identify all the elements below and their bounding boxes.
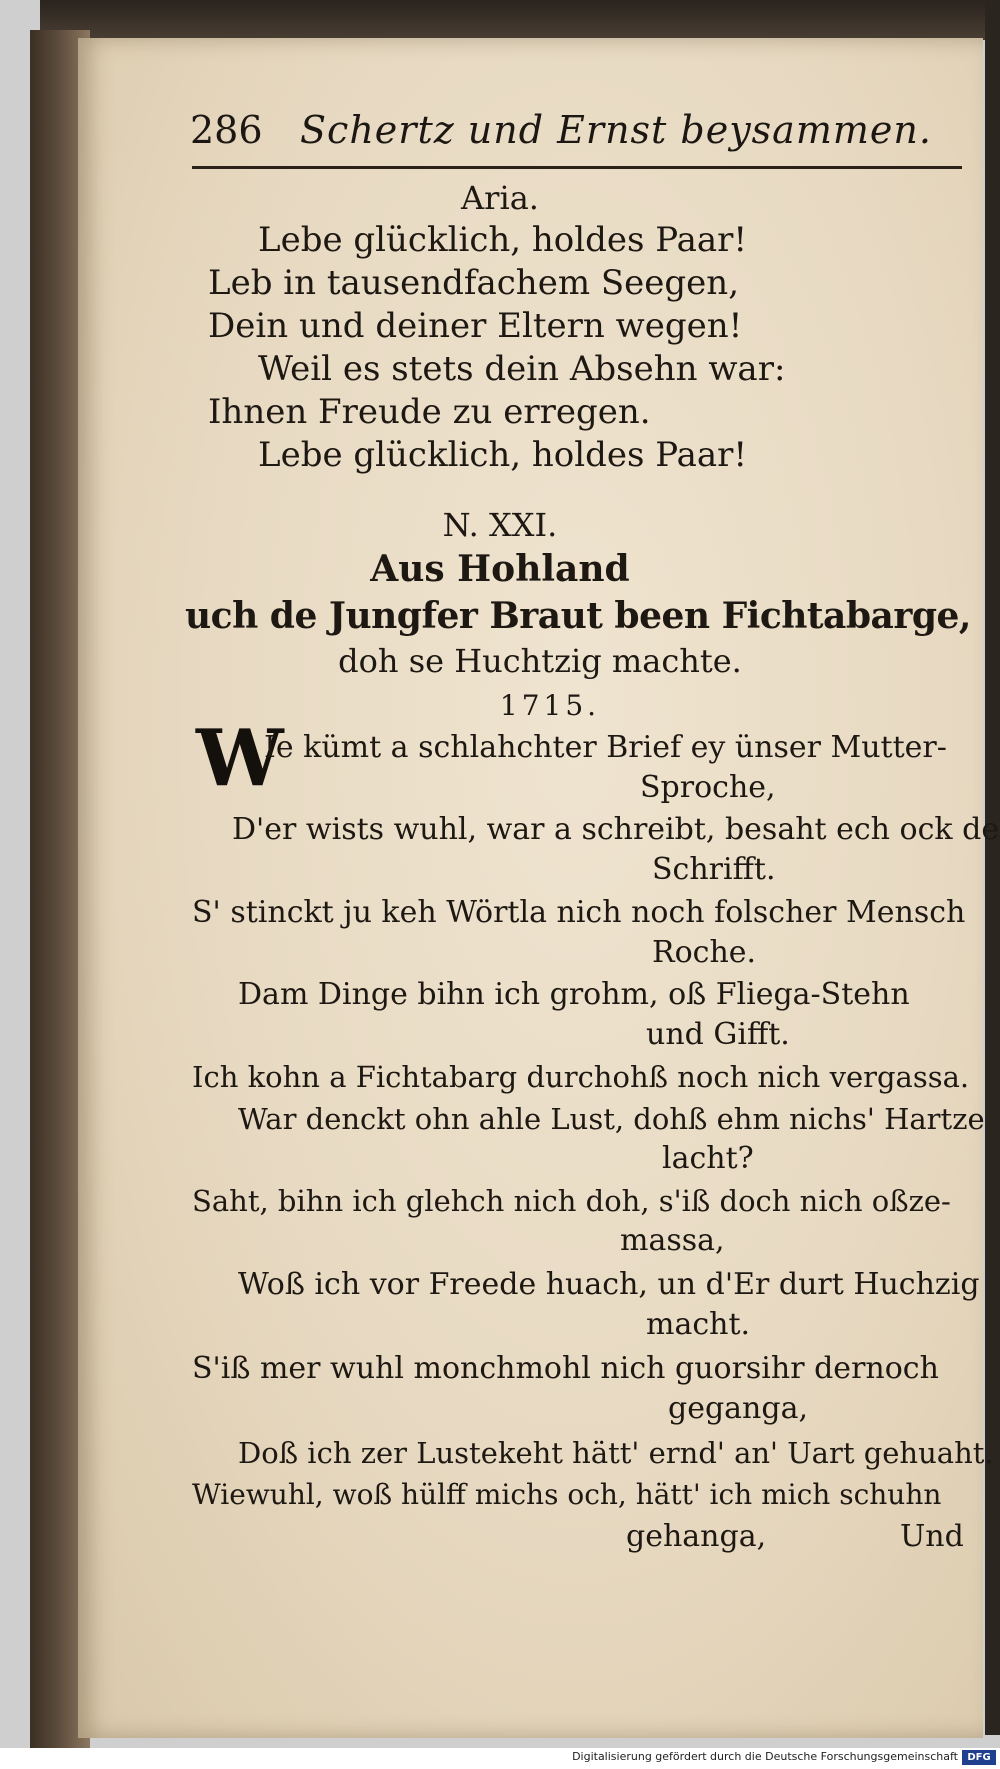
- section-title-line-2: uch de Jungfer Braut been Fichtabarge,: [185, 595, 971, 637]
- running-head: [190, 108, 960, 168]
- aria-line: Leb in tausendfachem Seegen,: [208, 263, 740, 303]
- aria-line: Ihnen Freude zu erregen.: [208, 392, 651, 432]
- section-title-line-1: Aus Hohland: [370, 548, 630, 590]
- section-year: 1715.: [499, 689, 601, 722]
- poem-line: S' stinckt ju keh Wörtla nich noch folscher Mensch: [192, 895, 966, 930]
- poem-line: Sproche,: [640, 770, 776, 805]
- poem-line: Ie kümt a schlahchter Brief ey ünser Mutter-: [264, 730, 947, 765]
- header-rule: [192, 166, 962, 169]
- poem-line: massa,: [620, 1223, 725, 1258]
- book-top-edge: [40, 0, 1000, 40]
- book-right-edge: [985, 0, 1000, 1735]
- aria-heading: Aria.: [461, 179, 539, 217]
- poem-line: Dam Dinge bihn ich grohm, oß Fliega-Stehn: [238, 977, 910, 1012]
- poem-line: War denckt ohn ahle Lust, dohß ehm nichs' Hartze: [238, 1102, 985, 1136]
- poem-line: und Gifft.: [646, 1017, 790, 1052]
- page-number: 286: [190, 108, 263, 152]
- poem-line: Schrifft.: [652, 852, 776, 887]
- aria-line: Lebe glücklich, holdes Paar!: [258, 435, 748, 475]
- poem-line: lacht?: [662, 1141, 754, 1176]
- poem-line: gehanga,: [626, 1519, 767, 1554]
- poem-line: S'iß mer wuhl monchmohl nich guorsihr dernoch: [192, 1351, 939, 1386]
- poem-line: D'er wists wuhl, war a schreibt, besaht ech ock de: [232, 812, 1000, 847]
- poem-line: Doß ich zer Lustekeht hätt' ernd' an' Uart gehuaht.: [238, 1436, 994, 1470]
- aria-line: Lebe glücklich, holdes Paar!: [258, 220, 748, 260]
- poem-line: geganga,: [668, 1391, 808, 1426]
- section-title-line-3: doh se Huchtzig machte.: [338, 642, 742, 680]
- poem-line: Ich kohn a Fichtabarg durchohß noch nich vergassa.: [192, 1060, 970, 1094]
- poem-line: Wiewuhl, woß hülff michs och, hätt' ich mich schuhn: [192, 1478, 942, 1511]
- digitization-credit: Digitalisierung gefördert durch die Deutsche Forschungsgemeinschaft: [572, 1750, 958, 1763]
- aria-line: Weil es stets dein Absehn war:: [258, 349, 786, 389]
- poem-line: Woß ich vor Freede huach, un d'Er durt Huchzig: [238, 1267, 980, 1302]
- dfg-logo: DFG: [962, 1750, 996, 1765]
- catchword: Und: [900, 1519, 964, 1554]
- poem-line: Saht, bihn ich glehch nich doh, s'iß doch nich oßze-: [192, 1184, 951, 1218]
- running-title: Schertz und Ernst beysammen.: [300, 108, 932, 152]
- poem-line: macht.: [646, 1307, 751, 1342]
- poem-line: Roche.: [652, 935, 757, 970]
- aria-line: Dein und deiner Eltern wegen!: [208, 306, 743, 346]
- section-number: N. XXI.: [442, 506, 558, 544]
- drop-cap-initial: W: [196, 713, 284, 804]
